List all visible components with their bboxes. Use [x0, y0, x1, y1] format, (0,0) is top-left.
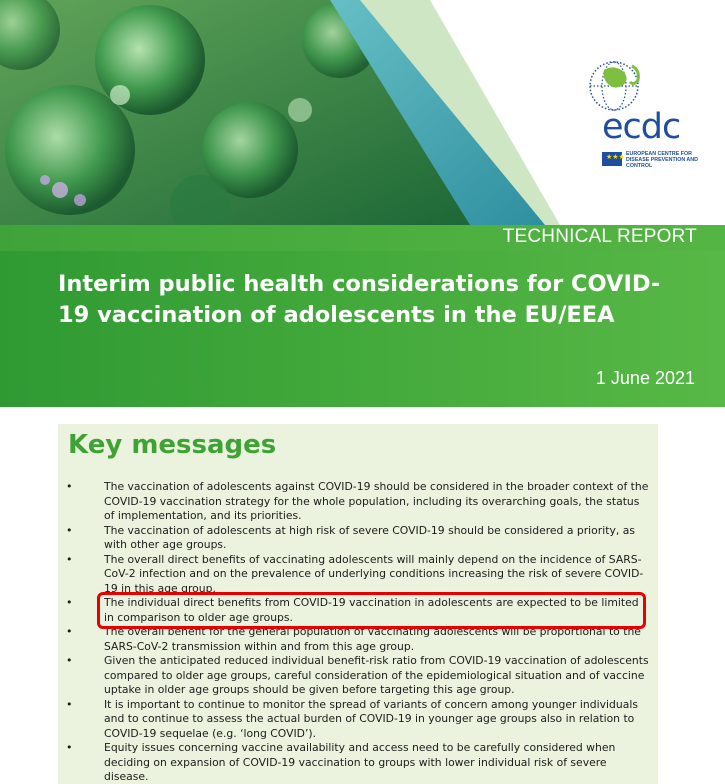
key-messages-list: [58, 480, 658, 784]
bullet-icon: •: [66, 552, 73, 566]
title-block: [0, 251, 725, 407]
message-text: Equity issues concerning vaccine availability and access need to be carefully considered when deciding on expansion of COVID-19 vaccination to groups with lower individual risk of severe disease.: [104, 741, 616, 783]
eu-flag-stars: ★★★: [606, 153, 625, 161]
list-item: [58, 654, 658, 698]
report-type-band: [0, 225, 725, 251]
logo-org-name: EUROPEAN CENTRE FOR DISEASE PREVENTION AND CONTROL: [626, 151, 698, 169]
message-text: It is important to continue to monitor the spread of variants of concern among younger individuals and to continue to assess the actual burden of COVID-19 in younger age groups also in relation to COVID-19 sequelae (e.g. ‘long COVID’).: [104, 697, 638, 740]
message-text: The vaccination of adolescents at high risk of severe COVID-19 should be considered a priority, as with other age groups.: [104, 523, 635, 551]
eu-flag: [602, 152, 625, 166]
bullet-icon: •: [66, 480, 73, 493]
list-item: [58, 524, 658, 553]
list-item: [58, 698, 658, 742]
list-item: [58, 741, 658, 784]
message-text: The overall direct benefits of vaccinating adolescents will mainly depend on the incidence of SARS-CoV-2 infection and on the prevalence of underlying conditions increasing the risk of severe COVID-19 in this age group.: [104, 552, 644, 595]
key-messages-heading: Key messages: [68, 430, 277, 460]
bullet-icon: •: [66, 625, 73, 638]
bullet-icon: •: [66, 654, 73, 667]
logo-wordmark: ecdc: [602, 107, 681, 147]
cover-image: [0, 0, 725, 225]
report-title: Interim public health considerations for COVID-19 vaccination of adolescents in the EU/EEA: [58, 271, 661, 328]
highlight-box: [97, 592, 646, 629]
list-item: [58, 480, 658, 524]
bullet-icon: •: [66, 523, 73, 537]
message-text: The individual direct benefits from COVID-19 vaccination in adolescents are expected to be limited in comparison to older age groups.: [104, 596, 639, 624]
report-type-label: TECHNICAL REPORT: [502, 226, 697, 247]
message-text: Given the anticipated reduced individual benefit-risk ratio from COVID-19 vaccination of adolescents compared to older age groups, careful consideration of the epidemiological situation and of vaccine uptake in older age groups should be given before targeting this age group.: [104, 654, 649, 696]
bullet-icon: •: [66, 741, 73, 754]
message-text: The vaccination of adolescents against COVID-19 should be considered in the broader context of the COVID-19 vaccination strategy for the whole population, including its overarching goals, the status of implementation, and its priorities.: [104, 480, 649, 522]
report-date: 1 June 2021: [595, 368, 695, 388]
bullet-icon: •: [66, 596, 73, 609]
ecdc-logo: [574, 56, 704, 172]
list-item: [58, 625, 658, 654]
bullet-icon: •: [66, 697, 73, 711]
list-item: [58, 553, 658, 597]
message-text: The overall benefit for the general population of vaccinating adolescents will be proportional to the SARS-CoV-2 transmission within and from this age group.: [104, 625, 641, 653]
